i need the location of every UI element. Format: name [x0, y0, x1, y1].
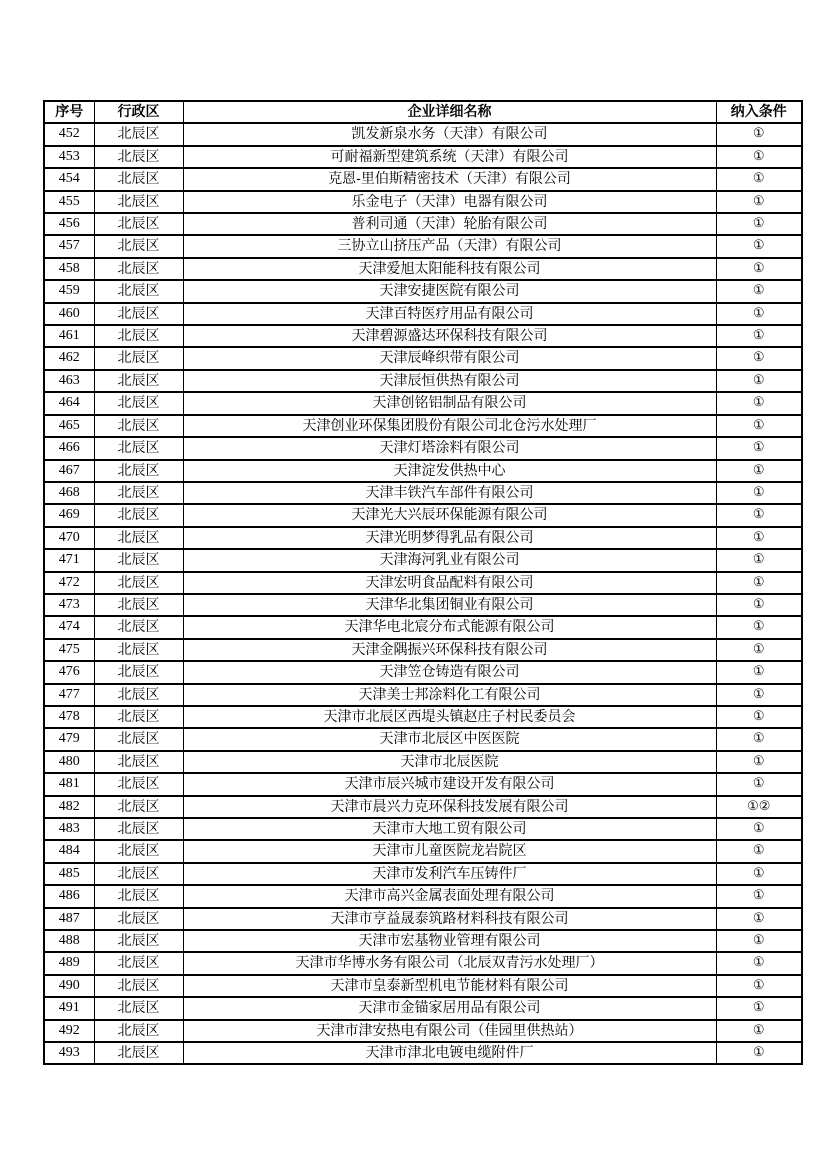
cell-name: 天津光明梦得乳品有限公司: [183, 527, 716, 549]
cell-index: 483: [44, 818, 94, 840]
table-row: [44, 303, 802, 325]
cell-name: 天津爱旭太阳能科技有限公司: [183, 258, 716, 280]
cell-condition: ①: [716, 437, 802, 459]
table-row: [44, 930, 802, 952]
cell-condition: ①: [716, 773, 802, 795]
cell-condition: ①: [716, 751, 802, 773]
table-header: [44, 101, 802, 123]
cell-index: 479: [44, 728, 94, 750]
cell-name: 天津辰恒供热有限公司: [183, 370, 716, 392]
cell-index: 469: [44, 504, 94, 526]
cell-index: 487: [44, 908, 94, 930]
cell-index: 489: [44, 952, 94, 974]
table-row: [44, 908, 802, 930]
header-row: [44, 101, 802, 123]
cell-name: 天津创铭铝制品有限公司: [183, 392, 716, 414]
cell-district: 北辰区: [94, 572, 183, 594]
cell-condition: ①: [716, 661, 802, 683]
cell-index: 493: [44, 1042, 94, 1064]
table-row: [44, 146, 802, 168]
cell-index: 484: [44, 840, 94, 862]
cell-condition: ①: [716, 482, 802, 504]
cell-condition: ①: [716, 392, 802, 414]
cell-name: 天津市华博水务有限公司（北辰双青污水处理厂）: [183, 952, 716, 974]
table-row: [44, 123, 802, 145]
cell-district: 北辰区: [94, 863, 183, 885]
cell-condition: ①: [716, 191, 802, 213]
cell-condition: ①: [716, 684, 802, 706]
table-row: [44, 616, 802, 638]
cell-district: 北辰区: [94, 504, 183, 526]
header-cell-index: 序号: [44, 101, 94, 123]
cell-index: 452: [44, 123, 94, 145]
table-row: [44, 213, 802, 235]
table-row: [44, 885, 802, 907]
table-row: [44, 460, 802, 482]
cell-name: 可耐福新型建筑系统（天津）有限公司: [183, 146, 716, 168]
cell-district: 北辰区: [94, 325, 183, 347]
table-row: [44, 706, 802, 728]
table-row: [44, 751, 802, 773]
table-row: [44, 572, 802, 594]
cell-condition: ①: [716, 1042, 802, 1064]
cell-name: 天津光大兴辰环保能源有限公司: [183, 504, 716, 526]
cell-district: 北辰区: [94, 840, 183, 862]
cell-district: 北辰区: [94, 549, 183, 571]
cell-district: 北辰区: [94, 392, 183, 414]
table-row: [44, 168, 802, 190]
cell-district: 北辰区: [94, 370, 183, 392]
cell-condition: ①: [716, 930, 802, 952]
table-row: [44, 280, 802, 302]
cell-index: 476: [44, 661, 94, 683]
cell-index: 491: [44, 997, 94, 1019]
cell-name: 天津华北集团铜业有限公司: [183, 594, 716, 616]
cell-name: 普利司通（天津）轮胎有限公司: [183, 213, 716, 235]
cell-condition: ①: [716, 303, 802, 325]
table-row: [44, 527, 802, 549]
cell-name: 天津市晨兴力克环保科技发展有限公司: [183, 796, 716, 818]
header-cell-condition: 纳入条件: [716, 101, 802, 123]
cell-index: 481: [44, 773, 94, 795]
cell-condition: ①: [716, 146, 802, 168]
cell-condition: ①: [716, 639, 802, 661]
cell-condition: ①: [716, 123, 802, 145]
cell-district: 北辰区: [94, 235, 183, 257]
cell-district: 北辰区: [94, 639, 183, 661]
header-cell-district: 行政区: [94, 101, 183, 123]
table-row: [44, 684, 802, 706]
cell-index: 468: [44, 482, 94, 504]
cell-condition: ①: [716, 952, 802, 974]
table-row: [44, 594, 802, 616]
cell-index: 463: [44, 370, 94, 392]
table-row: [44, 549, 802, 571]
cell-name: 天津市津北电镀电缆附件厂: [183, 1042, 716, 1064]
cell-name: 天津宏明食品配料有限公司: [183, 572, 716, 594]
cell-condition: ①: [716, 885, 802, 907]
table-row: [44, 728, 802, 750]
cell-district: 北辰区: [94, 280, 183, 302]
cell-name: 天津金隅振兴环保科技有限公司: [183, 639, 716, 661]
cell-name: 乐金电子（天津）电器有限公司: [183, 191, 716, 213]
table-row: [44, 370, 802, 392]
cell-index: 474: [44, 616, 94, 638]
cell-district: 北辰区: [94, 415, 183, 437]
cell-condition: ①: [716, 370, 802, 392]
cell-name: 凯发新泉水务（天津）有限公司: [183, 123, 716, 145]
cell-name: 天津市辰兴城市建设开发有限公司: [183, 773, 716, 795]
cell-condition: ①: [716, 504, 802, 526]
cell-index: 482: [44, 796, 94, 818]
cell-condition: ①: [716, 728, 802, 750]
cell-index: 472: [44, 572, 94, 594]
cell-name: 天津市北辰医院: [183, 751, 716, 773]
cell-condition: ①: [716, 840, 802, 862]
cell-district: 北辰区: [94, 258, 183, 280]
cell-name: 天津丰铁汽车部件有限公司: [183, 482, 716, 504]
cell-condition: ①: [716, 527, 802, 549]
cell-index: 465: [44, 415, 94, 437]
cell-index: 462: [44, 347, 94, 369]
cell-name: 天津市北辰区中医医院: [183, 728, 716, 750]
cell-index: 464: [44, 392, 94, 414]
cell-index: 456: [44, 213, 94, 235]
cell-index: 460: [44, 303, 94, 325]
cell-index: 453: [44, 146, 94, 168]
cell-district: 北辰区: [94, 997, 183, 1019]
cell-district: 北辰区: [94, 661, 183, 683]
table-row: [44, 392, 802, 414]
cell-district: 北辰区: [94, 616, 183, 638]
table-row: [44, 437, 802, 459]
table-row: [44, 258, 802, 280]
table-body: [44, 123, 802, 1064]
table-row: [44, 639, 802, 661]
cell-index: 478: [44, 706, 94, 728]
cell-district: 北辰区: [94, 1042, 183, 1064]
cell-condition: ①: [716, 616, 802, 638]
cell-district: 北辰区: [94, 437, 183, 459]
cell-index: 477: [44, 684, 94, 706]
cell-condition: ①: [716, 325, 802, 347]
cell-condition: ①: [716, 258, 802, 280]
table-row: [44, 482, 802, 504]
cell-district: 北辰区: [94, 168, 183, 190]
cell-name: 天津市发利汽车压铸件厂: [183, 863, 716, 885]
cell-district: 北辰区: [94, 684, 183, 706]
table-row: [44, 840, 802, 862]
cell-condition: ①: [716, 213, 802, 235]
cell-condition: ①: [716, 975, 802, 997]
cell-index: 492: [44, 1020, 94, 1042]
table-row: [44, 863, 802, 885]
table-row: [44, 1020, 802, 1042]
table-row: [44, 325, 802, 347]
cell-district: 北辰区: [94, 796, 183, 818]
cell-condition: ①: [716, 997, 802, 1019]
table-row: [44, 415, 802, 437]
cell-district: 北辰区: [94, 191, 183, 213]
cell-name: 克恩-里伯斯精密技术（天津）有限公司: [183, 168, 716, 190]
cell-name: 天津灯塔涂料有限公司: [183, 437, 716, 459]
cell-index: 488: [44, 930, 94, 952]
cell-condition: ①: [716, 415, 802, 437]
cell-name: 天津百特医疗用品有限公司: [183, 303, 716, 325]
cell-district: 北辰区: [94, 751, 183, 773]
table-row: [44, 1042, 802, 1064]
cell-condition: ①: [716, 572, 802, 594]
table-row: [44, 796, 802, 818]
cell-condition: ①: [716, 460, 802, 482]
cell-index: 486: [44, 885, 94, 907]
cell-district: 北辰区: [94, 1020, 183, 1042]
cell-name: 三协立山挤压产品（天津）有限公司: [183, 235, 716, 257]
cell-condition: ①: [716, 863, 802, 885]
cell-index: 480: [44, 751, 94, 773]
cell-district: 北辰区: [94, 594, 183, 616]
cell-district: 北辰区: [94, 885, 183, 907]
cell-condition: ①: [716, 168, 802, 190]
table-row: [44, 773, 802, 795]
cell-index: 466: [44, 437, 94, 459]
cell-index: 458: [44, 258, 94, 280]
cell-condition: ①: [716, 549, 802, 571]
cell-name: 天津市津安热电有限公司（佳园里供热站）: [183, 1020, 716, 1042]
cell-index: 475: [44, 639, 94, 661]
cell-name: 天津笠仓铸造有限公司: [183, 661, 716, 683]
enterprise-table: [43, 100, 803, 1065]
cell-name: 天津市亨益晟泰筑路材料科技有限公司: [183, 908, 716, 930]
cell-district: 北辰区: [94, 706, 183, 728]
cell-district: 北辰区: [94, 146, 183, 168]
cell-name: 天津市宏基物业管理有限公司: [183, 930, 716, 952]
cell-index: 473: [44, 594, 94, 616]
cell-condition: ①: [716, 908, 802, 930]
cell-district: 北辰区: [94, 952, 183, 974]
cell-district: 北辰区: [94, 908, 183, 930]
cell-condition: ①: [716, 818, 802, 840]
cell-name: 天津华电北宸分布式能源有限公司: [183, 616, 716, 638]
cell-index: 454: [44, 168, 94, 190]
cell-index: 485: [44, 863, 94, 885]
cell-condition: ①: [716, 1020, 802, 1042]
cell-condition: ①: [716, 235, 802, 257]
cell-index: 461: [44, 325, 94, 347]
table-row: [44, 952, 802, 974]
cell-district: 北辰区: [94, 975, 183, 997]
cell-name: 天津碧源盛达环保科技有限公司: [183, 325, 716, 347]
cell-name: 天津创业环保集团股份有限公司北仓污水处理厂: [183, 415, 716, 437]
cell-name: 天津安捷医院有限公司: [183, 280, 716, 302]
cell-index: 470: [44, 527, 94, 549]
table-row: [44, 235, 802, 257]
cell-district: 北辰区: [94, 818, 183, 840]
cell-district: 北辰区: [94, 482, 183, 504]
cell-district: 北辰区: [94, 303, 183, 325]
cell-index: 490: [44, 975, 94, 997]
table-row: [44, 504, 802, 526]
cell-index: 457: [44, 235, 94, 257]
cell-district: 北辰区: [94, 123, 183, 145]
table-row: [44, 661, 802, 683]
cell-condition: ①: [716, 706, 802, 728]
cell-name: 天津淀发供热中心: [183, 460, 716, 482]
table-row: [44, 975, 802, 997]
table-row: [44, 818, 802, 840]
cell-name: 天津市北辰区西堤头镇赵庄子村民委员会: [183, 706, 716, 728]
cell-district: 北辰区: [94, 527, 183, 549]
header-cell-name: 企业详细名称: [183, 101, 716, 123]
cell-name: 天津市金锚家居用品有限公司: [183, 997, 716, 1019]
cell-index: 471: [44, 549, 94, 571]
cell-name: 天津市儿童医院龙岩院区: [183, 840, 716, 862]
cell-district: 北辰区: [94, 773, 183, 795]
cell-district: 北辰区: [94, 213, 183, 235]
cell-district: 北辰区: [94, 930, 183, 952]
cell-district: 北辰区: [94, 347, 183, 369]
cell-name: 天津海河乳业有限公司: [183, 549, 716, 571]
cell-condition: ①②: [716, 796, 802, 818]
cell-name: 天津辰峰织带有限公司: [183, 347, 716, 369]
cell-name: 天津市大地工贸有限公司: [183, 818, 716, 840]
cell-name: 天津美士邦涂料化工有限公司: [183, 684, 716, 706]
table-row: [44, 347, 802, 369]
cell-district: 北辰区: [94, 728, 183, 750]
cell-index: 455: [44, 191, 94, 213]
table-row: [44, 191, 802, 213]
cell-condition: ①: [716, 594, 802, 616]
cell-name: 天津市皇泰新型机电节能材料有限公司: [183, 975, 716, 997]
cell-condition: ①: [716, 347, 802, 369]
cell-district: 北辰区: [94, 460, 183, 482]
cell-index: 467: [44, 460, 94, 482]
cell-name: 天津市高兴金属表面处理有限公司: [183, 885, 716, 907]
cell-index: 459: [44, 280, 94, 302]
cell-condition: ①: [716, 280, 802, 302]
table-row: [44, 997, 802, 1019]
